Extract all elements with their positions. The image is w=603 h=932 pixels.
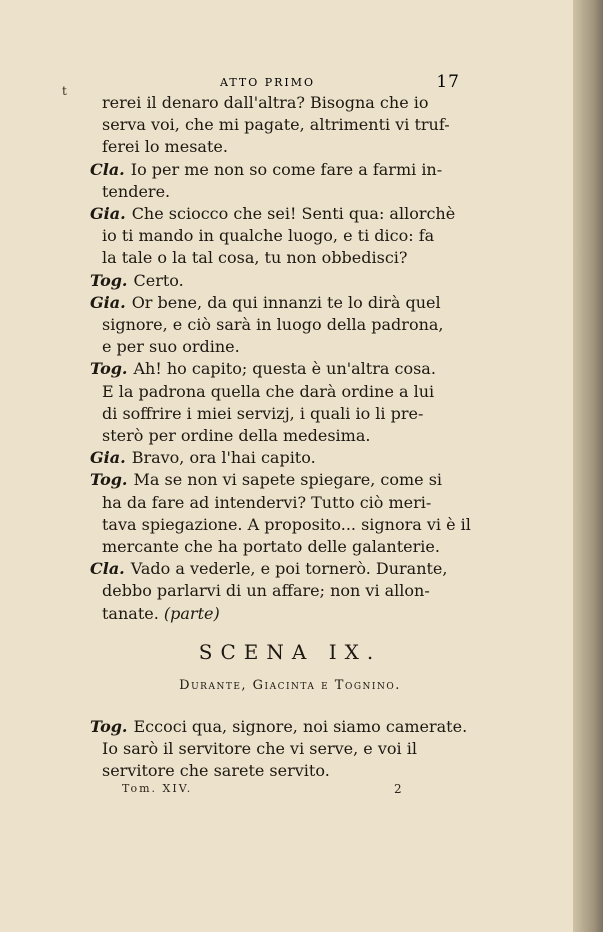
text-line [102,425,370,447]
line-text: sterò per ordine della medesima. [102,426,371,445]
text-line [102,603,220,625]
speaker-label: Tog. [90,359,128,379]
line-text: la tale o la tal cosa, tu non obbedisci? [102,248,408,268]
line-text: tanate. [102,603,159,623]
text-line [90,159,442,181]
line-text: io ti mando in qualche luogo, e ti dico: fa [102,226,435,246]
text-line [90,447,316,469]
line-text: Ma se non vi sapete spiegare, come si [133,470,443,490]
page-header [70,72,460,94]
text-line [102,336,240,358]
text-line [90,203,455,225]
speaker-label: Gia. [90,204,126,223]
line-text: di soffrire i miei servizj, i quali io li pre- [102,403,424,423]
text-line [90,716,467,738]
line-text: debbo parlarvi di un affare; non vi allon- [102,581,430,601]
line-text: Ah! ho capito; questa è un'altra cosa. [133,359,436,379]
text-line [102,760,330,782]
speaker-label: Tog. [90,717,128,736]
text-line [90,270,184,292]
line-text: e per suo ordine. [102,337,240,357]
speaker-label: Cla. [90,159,125,179]
running-head: ATTO PRIMO [220,76,316,89]
line-text: serva voi, che mi pagate, altrimenti vi truf- [102,115,450,135]
line-text: Vado a vederle, e poi tornerò. Durante, [130,559,448,579]
margin-mark: t [62,84,67,98]
speaker-label: Tog. [90,270,128,290]
text-line [90,469,442,491]
line-text: tava spiegazione. A proposito... signora vi è il [102,514,471,534]
line-text: Bravo, ora l'hai capito. [131,448,316,468]
text-line [102,580,430,602]
text-line [102,181,170,203]
line-text: E la padrona quella che darà ordine a lui [102,381,435,401]
text-line [102,314,444,336]
line-text: Certo. [133,270,184,290]
page-edge-shadow [573,0,603,932]
signature-mark: Tom. XIV. [122,782,193,795]
line-text: Eccoci qua, signore, noi siamo camerate. [133,717,468,736]
text-line [102,403,423,425]
line-text: ferei lo mesate. [102,137,228,157]
text-line [90,358,436,380]
text-line [102,536,440,558]
page-number: 17 [436,72,460,92]
text-line [102,381,434,403]
line-text: ha da fare ad intendervi? Tutto ciò meri- [102,492,432,512]
speaker-label: Gia. [90,448,126,468]
line-text: Io sarò il servitore che vi serve, e voi il [102,739,417,758]
text-line [102,114,450,136]
speaker-label: Tog. [90,470,128,490]
line-text: rerei il denaro dall'altra? Bisogna che io [102,93,429,112]
text-line [90,558,447,580]
text-line [102,492,431,514]
line-text: servitore che sarete servito. [102,761,330,780]
text-line [102,738,417,760]
line-text: tendere. [102,181,171,201]
text-line [102,514,471,536]
stage-direction: (parte) [163,603,220,623]
text-line [102,225,434,247]
text-line [90,292,441,314]
line-text: Or bene, da qui innanzi te lo dirà quel [131,292,441,312]
scene-title: SCENA IX. [198,640,382,664]
speaker-label: Gia. [90,292,126,312]
gathering-number: 2 [394,782,402,796]
line-text: mercante che ha portato delle galanterie. [102,537,440,556]
text-line [102,247,408,269]
speaker-label: Cla. [90,559,125,579]
line-text: Che sciocco che sei! Senti qua: allorchè [131,204,456,223]
line-text: Io per me non so come fare a farmi in- [130,159,443,179]
text-line [102,136,228,158]
line-text: signore, e ciò sarà in luogo della padrona, [102,315,444,334]
scene-characters: Durante, Giacinta e Tognino. [179,678,401,693]
text-line [102,92,429,114]
